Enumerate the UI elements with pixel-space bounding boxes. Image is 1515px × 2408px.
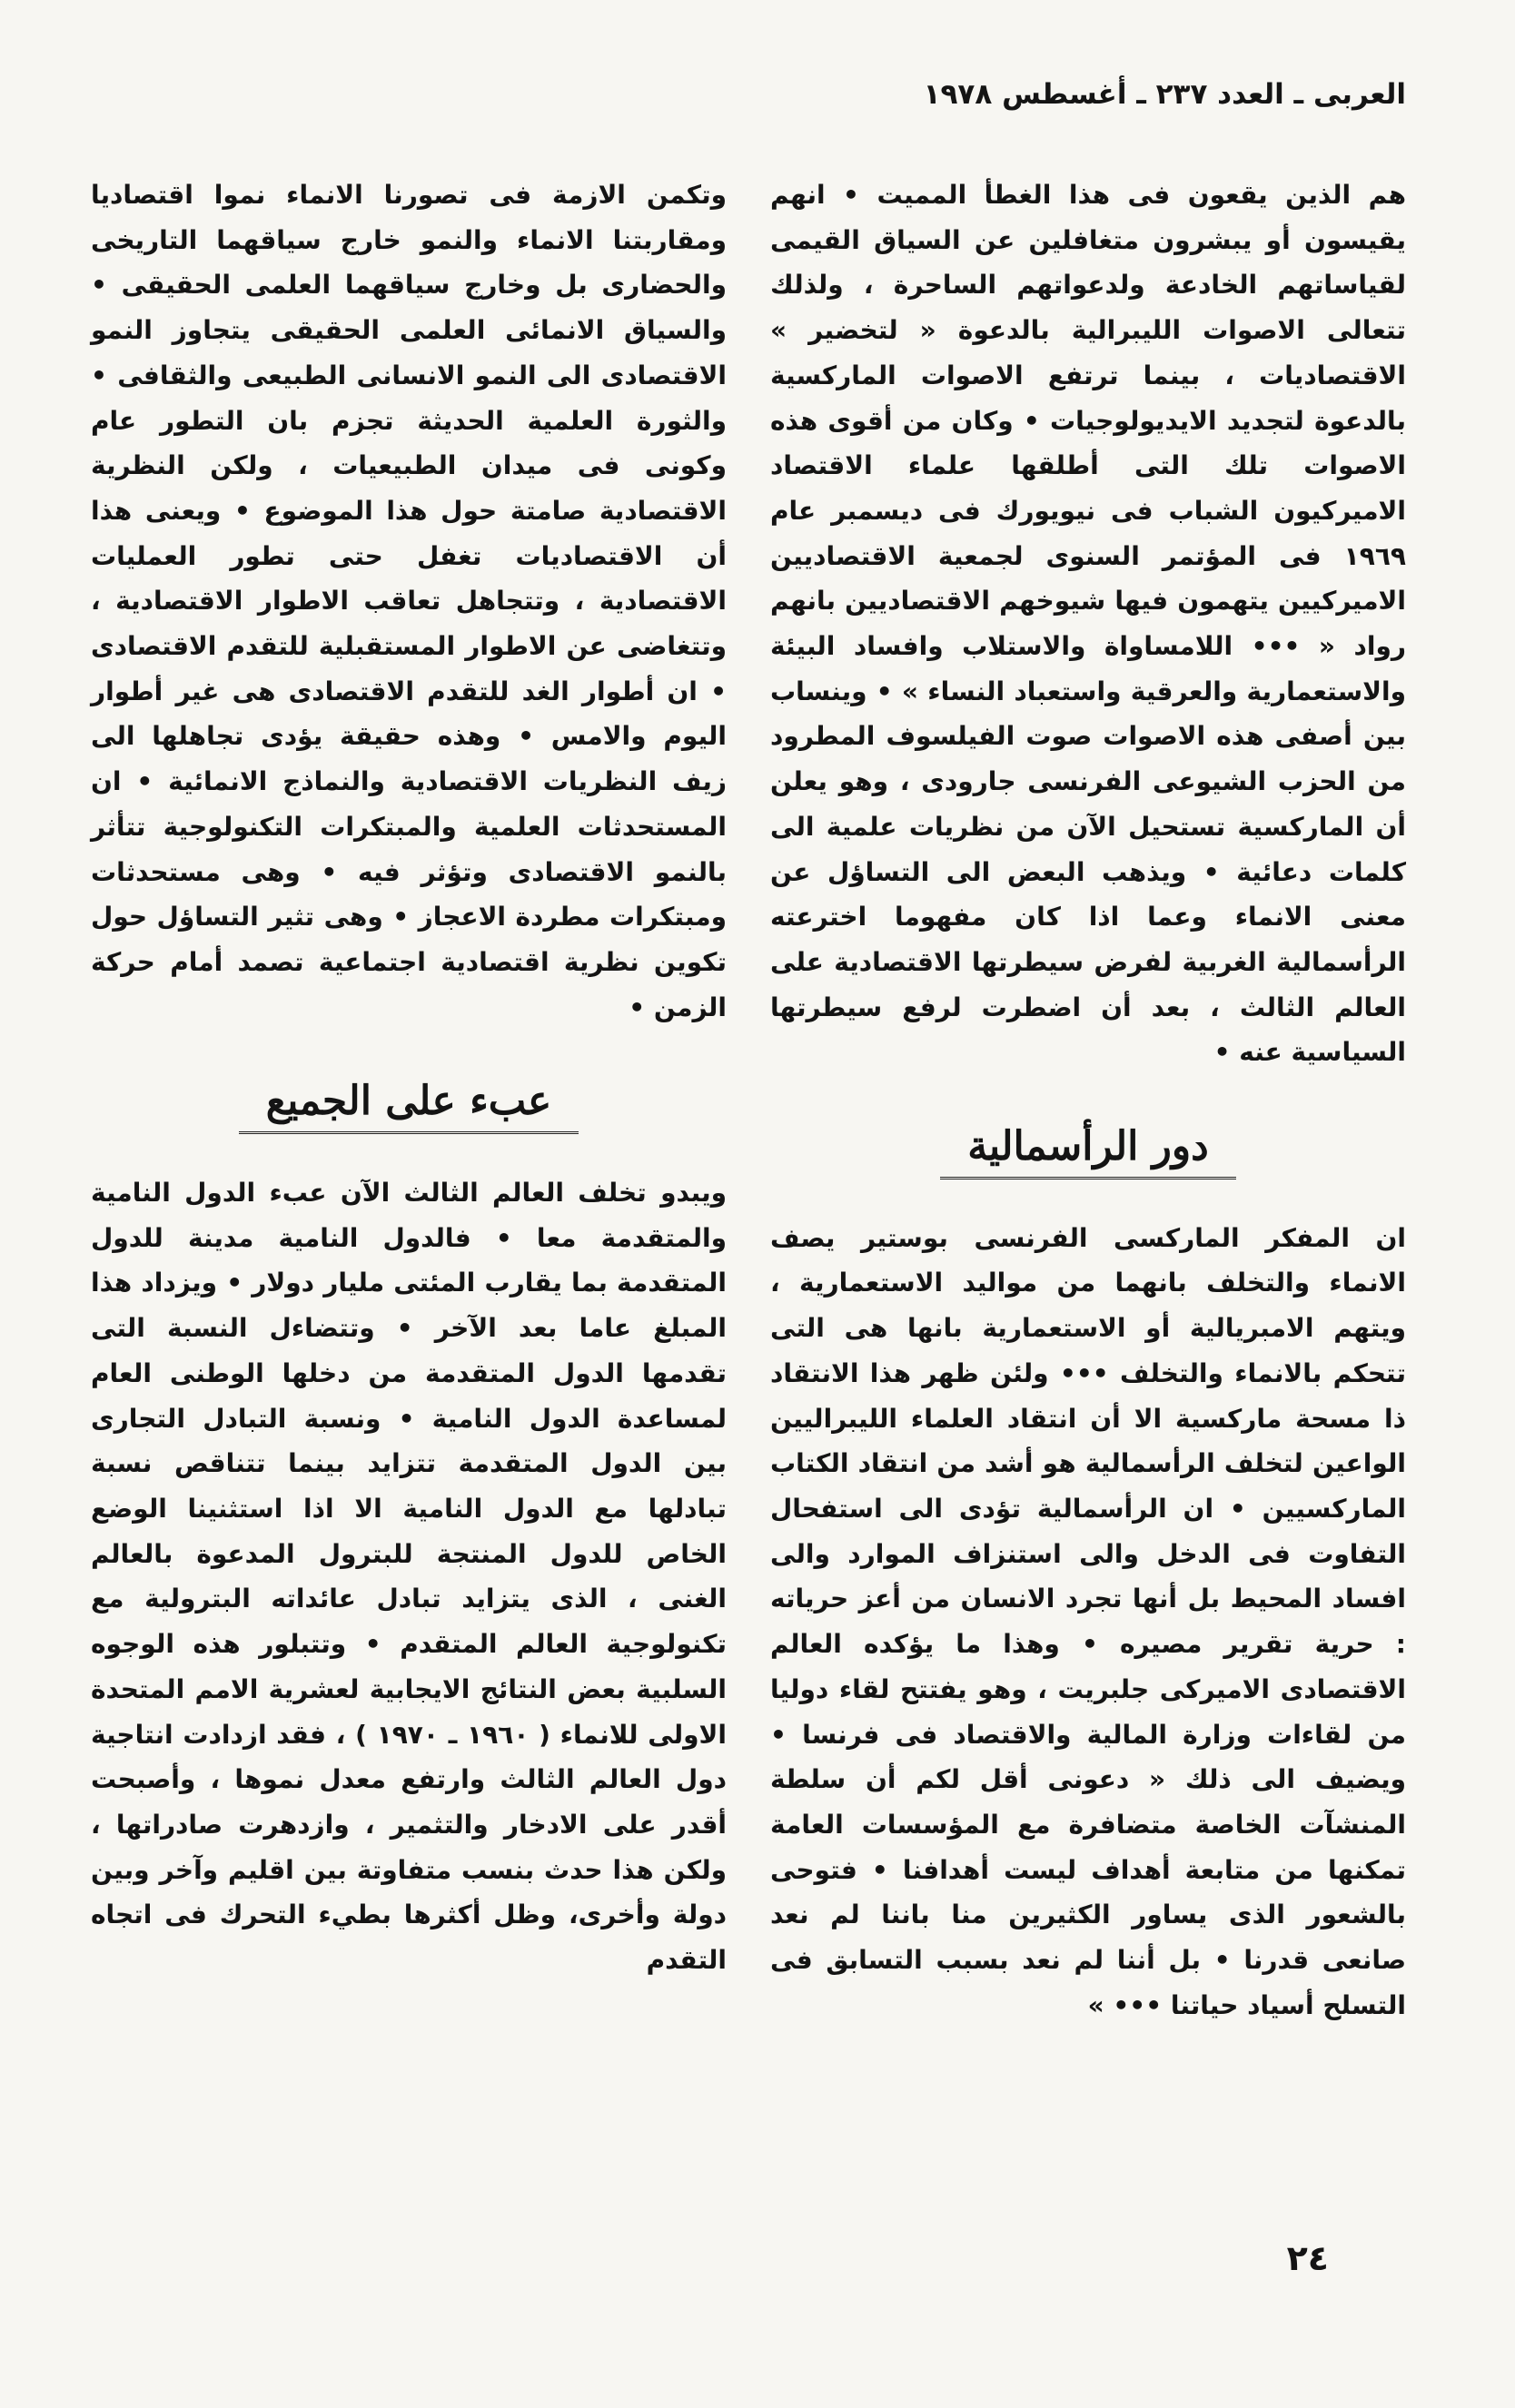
right-column [770,173,1406,2028]
section-heading-text: عبء على الجميع [239,1079,579,1134]
burden-paragraph: ويبدو تخلف العالم الثالث الآن عبء الدول النامية والمتقدمة معا • فالدول النامية مدينة للدول المتقدمة بما يقارب المئتى مليار دولار • ويزداد هذا المبلغ عاما بعد الآخر • وتتضاءل النسبة التى تقدمها الدول المتقدمة من دخلها الوطنى العام لمساعدة الدول النامية • ونسبة التبادل التجارى بين الدول المتقدمة تتزايد بينما تتناقص نسبة تبادلها مع الدول النامية الا اذا استثنينا الوضع الخاص للدول المنتجة للبترول المدعوة بالعالم الغنى ، الذى يتزايد تبادل عائداته البترولية مع تكنولوجية العالم المتقدم • وتتبلور هذه الوجوه السلبية بعض النتائج الايجابية لعشرية الامم المتحدة الاولى للانماء ( ١٩٦٠ ـ ١٩٧٠ ) ، فقد ازدادت انتاجية دول العالم الثالث وارتفع معدل نموها ، وأصبحت أقدر على الادخار والتثمير ، وازدهرت صادراتها ، ولكن هذا حدث بنسب متفاوتة بين اقليم وآخر وبين دولة وأخرى، وظل أكثرها بطيء التحرك فى اتجاه التقدم [91,1178,727,1976]
left-column [91,173,727,1983]
section-heading-role-of-capitalism [770,1124,1406,1179]
crisis-paragraph: وتكمن الازمة فى تصورنا الانماء نموا اقتصاديا ومقاربتنا الانماء والنمو خارج سياقهما التاريخى والحضارى بل وخارج سياقهما العلمى الحقيقى • والسياق الانمائى العلمى الحقيقى يتجاوز النمو الاقتصادى الى النمو الانسانى الطبيعى والثقافى • والثورة العلمية الحديثة تجزم بان التطور عام وكونى فى ميدان الطبيعيات ، ولكن النظرية الاقتصادية صامتة حول هذا الموضوع • ويعنى هذا أن الاقتصاديات تغفل حتى تطور العمليات الاقتصادية ، وتتجاهل تعاقب الاطوار الاقتصادية ، وتتغاضى عن الاطوار المستقبلية للتقدم الاقتصادى • ان أطوار الغد للتقدم الاقتصادى هى غير أطوار اليوم والامس • وهذه حقيقة يؤدى تجاهلها الى زيف النظريات الاقتصادية والنماذج الانمائية • ان المستحدثات العلمية والمبتكرات التكنولوجية تتأثر بالنمو الاقتصادى وتؤثر فيه • وهى مستحدثات ومبتكرات مطردة الاعجاز • وهى تثير التساؤل حول تكوين نظرية اقتصادية اجتماعية تصمد أمام حركة الزمن • [91,180,727,1022]
section-heading-text: دور الرأسمالية [940,1124,1236,1179]
page-number: ٢٤ [1286,2238,1329,2278]
capitalism-paragraph: ان المفكر الماركسى الفرنسى بوستير يصف الانماء والتخلف بانهما من مواليد الاستعمارية ، ويتهم الامبريالية أو الاستعمارية بانها هى التى تتحكم بالانماء والتخلف ••• ولئن ظهر هذا الانتقاد ذا مسحة ماركسية الا أن انتقاد العلماء الليبراليين الواعين لتخلف الرأسمالية هو أشد من انتقاد الكتاب الماركسيين • ان الرأسمالية تؤدى الى استفحال التفاوت فى الدخل والى استنزاف الموارد والى افساد المحيط بل أنها تجرد الانسان من أعز حرياته : حرية تقرير مصيره • وهذا ما يؤكده العالم الاقتصادى الاميركى جلبريت ، وهو يفتتح لقاء دوليا من لقاءات وزارة المالية والاقتصاد فى فرنسا • ويضيف الى ذلك « دعونى أقل لكم أن سلطة المنشآت الخاصة متضافرة مع المؤسسات العامة تمكنها من متابعة أهداف ليست أهدافنا • فتوحى بالشعور الذى يساور الكثيرين منا باننا لم نعد صانعى قدرنا • بل أننا لم نعد بسبب التسابق فى التسلح أسياد حياتنا ••• » [770,1222,1406,2020]
section-heading-burden-on-all [91,1079,727,1134]
running-head: العربى ـ العدد ٢٣٧ ـ أغسطس ١٩٧٨ [923,78,1406,111]
intro-paragraph: هم الذين يقعون فى هذا الغطأ المميت • انهم يقيسون أو يبشرون متغافلين عن السياق القيمى لقياساتهم الخادعة ولدعواتهم الساحرة ، ولذلك تتعالى الاصوات الليبرالية بالدعوة « لتخضير » الاقتصاديات ، بينما ترتفع الاصوات الماركسية بالدعوة لتجديد الايديولوجيات • وكان من أقوى هذه الاصوات تلك التى أطلقها علماء الاقتصاد الاميركيون الشباب فى نيويورك فى ديسمبر عام ١٩٦٩ فى المؤتمر السنوى لجمعية الاقتصاديين الاميركيين يتهمون فيها شيوخهم الاقتصاديين بانهم رواد « ••• اللامساواة والاستلاب وافساد البيئة والاستعمارية والعرقية واستعباد النساء » • وينساب بين أصفى هذه الاصوات صوت الفيلسوف المطرود من الحزب الشيوعى الفرنسى جارودى ، وهو يعلن أن الماركسية تستحيل الآن من نظريات علمية الى كلمات دعائية • ويذهب البعض الى التساؤل عن معنى الانماء وعما اذا كان مفهوما اخترعته الرأسمالية الغربية لفرض سيطرتها الاقتصادية على العالم الثالث ، بعد أن اضطرت لرفع سيطرتها السياسية عنه • [770,180,1406,1068]
